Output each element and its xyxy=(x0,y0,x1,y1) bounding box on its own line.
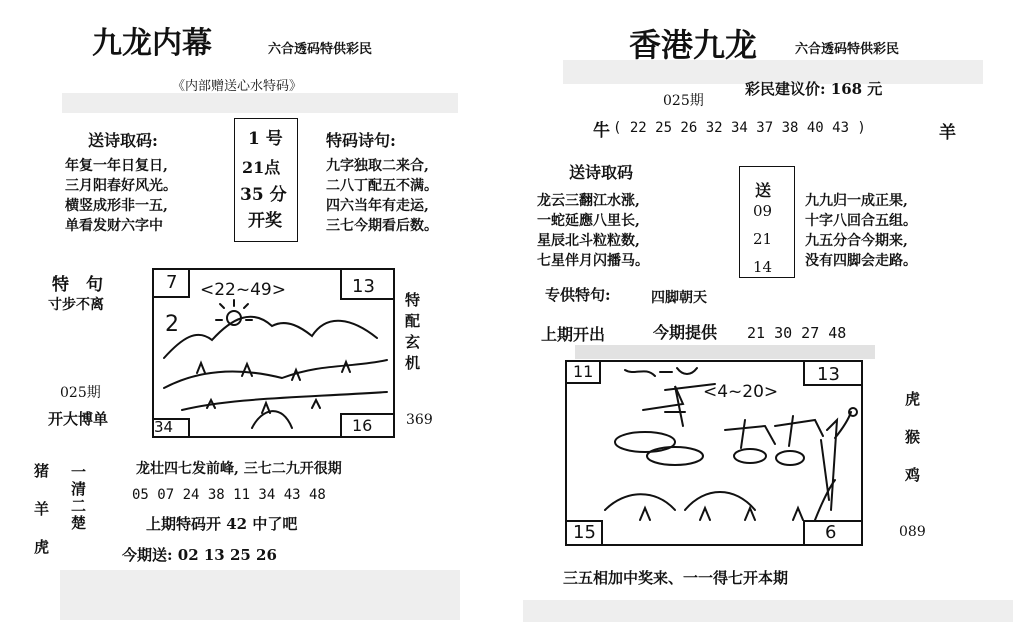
left-send-line: 今期送: 02 13 25 26 xyxy=(122,546,277,564)
left-picture-corner-bl: 34 xyxy=(154,418,174,436)
left-poem-line: 单看发财六字中 xyxy=(65,218,163,234)
right-page xyxy=(513,0,1026,622)
left-special-poem-heading: 特码诗句: xyxy=(326,131,396,150)
right-center-line: 14 xyxy=(753,258,773,276)
right-bottom-line: 三五相加中奖来、一一得七开本期 xyxy=(563,569,789,587)
left-zodiac: 羊 xyxy=(34,500,50,518)
left-center-line: 1 号 xyxy=(248,129,283,149)
left-subtitle: 六合透码特供彩民 xyxy=(268,42,373,57)
left-title: 九龙内幕 xyxy=(92,26,212,61)
right-niu-numbers: ( 22 25 26 32 34 37 38 40 43 ) xyxy=(613,120,866,136)
left-special-poem-line: 三七今期看后数。 xyxy=(326,218,438,234)
left-zodiac: 猪 xyxy=(34,462,50,480)
right-picture-corner-tl: 11 xyxy=(573,362,594,381)
left-special-phrase-label: 特 句 xyxy=(52,275,103,295)
left-picture-digit: 2 xyxy=(165,312,179,337)
left-poem-line: 年复一年日复日, xyxy=(65,158,168,174)
right-poem2-line: 十字八回合五组。 xyxy=(805,213,917,229)
left-zodiac: 虎 xyxy=(34,538,50,556)
right-poem2-line: 九五分合今期来, xyxy=(805,233,908,249)
right-poem-line: 龙云三翻江水涨, xyxy=(537,193,640,209)
left-last-special: 上期特码开 42 中了吧 xyxy=(146,515,298,533)
left-picture-drawing xyxy=(152,268,395,438)
right-this-offer: 今期提供 xyxy=(653,323,718,342)
right-center-line: 21 xyxy=(753,230,773,248)
right-poem-line: 一蛇延應八里长, xyxy=(537,213,640,229)
left-special-poem-line: 四六当年有走运, xyxy=(326,198,429,214)
left-side-number: 369 xyxy=(406,412,433,428)
left-special-poem-line: 二八丁配五不满。 xyxy=(326,178,438,194)
right-picture-corner-br: 6 xyxy=(825,522,837,543)
left-picture-range: <22~49> xyxy=(200,280,286,300)
right-special-label: 专供特句: xyxy=(545,286,611,304)
right-poem-line: 七星伴月闪播马。 xyxy=(537,253,649,269)
right-center-line: 送 xyxy=(755,181,772,200)
right-last-open: 上期开出 xyxy=(541,325,606,344)
left-line-verse: 龙壮四七发前峰, 三七二九开很期 xyxy=(136,461,342,477)
left-picture-corner-tl: 7 xyxy=(166,272,178,293)
right-poem-line: 星辰北斗粒粒数, xyxy=(537,233,640,249)
right-side-zodiac: 虎 xyxy=(905,390,921,408)
left-poem-line: 三月阳春好风光。 xyxy=(65,178,177,194)
left-poem-heading: 送诗取码: xyxy=(88,131,158,150)
right-side-zodiac: 猴 xyxy=(905,428,921,446)
right-picture-corner-bl: 15 xyxy=(573,522,596,543)
left-center-line: 21点 xyxy=(242,158,281,177)
right-offer-numbers: 21 30 27 48 xyxy=(747,324,847,342)
left-poem xyxy=(65,156,177,236)
right-picture-corner-tr: 13 xyxy=(817,364,840,385)
left-issue: 025期 xyxy=(60,385,101,401)
left-center-line: 35 分 xyxy=(240,185,287,205)
left-side-vertical: 特配玄机 xyxy=(403,292,421,376)
right-side-number: 089 xyxy=(899,524,926,540)
right-gray-band-bottom xyxy=(523,600,1013,622)
right-side-zodiac: 鸡 xyxy=(905,466,921,484)
left-special-phrase: 寸步不离 xyxy=(48,297,104,313)
right-price: 彩民建议价: 168 元 xyxy=(745,80,883,98)
right-title: 香港九龙 xyxy=(629,26,758,64)
right-picture-range: <4~20> xyxy=(703,382,779,402)
right-subtitle: 六合透码特供彩民 xyxy=(795,42,900,57)
left-inner-title: 《内部赠送心水特码》 xyxy=(172,79,303,94)
right-picture-band xyxy=(575,345,875,359)
right-picture-drawing xyxy=(565,360,863,546)
left-big-bet: 开大博单 xyxy=(48,410,109,428)
right-niu-label: 牛 xyxy=(593,121,610,141)
left-poem-line: 横竖成形非一五, xyxy=(65,198,168,214)
left-gray-band-bottom xyxy=(60,570,460,620)
right-issue: 025期 xyxy=(663,93,704,109)
right-special-phrase: 四脚朝天 xyxy=(651,290,707,306)
right-poem xyxy=(537,191,649,271)
right-poem-heading: 送诗取码 xyxy=(569,163,634,182)
left-picture-corner-br: 16 xyxy=(352,416,373,435)
right-yang-label: 羊 xyxy=(939,123,956,143)
left-center-line: 开奖 xyxy=(248,211,282,231)
left-picture-corner-tr: 13 xyxy=(352,276,375,297)
right-poem2-line: 没有四脚会走路。 xyxy=(805,253,917,269)
right-poem2-line: 九九归一成正果, xyxy=(805,193,908,209)
left-gray-band-top xyxy=(62,93,458,113)
left-numbers-line: 05 07 24 38 11 34 43 48 xyxy=(132,487,326,503)
left-special-poem-line: 九字独取二来合, xyxy=(326,158,429,174)
right-center-line: 09 xyxy=(753,202,773,220)
left-qing-chu: 一清二楚 xyxy=(69,464,87,532)
right-poem2 xyxy=(805,191,917,271)
left-special-poem xyxy=(326,156,438,236)
